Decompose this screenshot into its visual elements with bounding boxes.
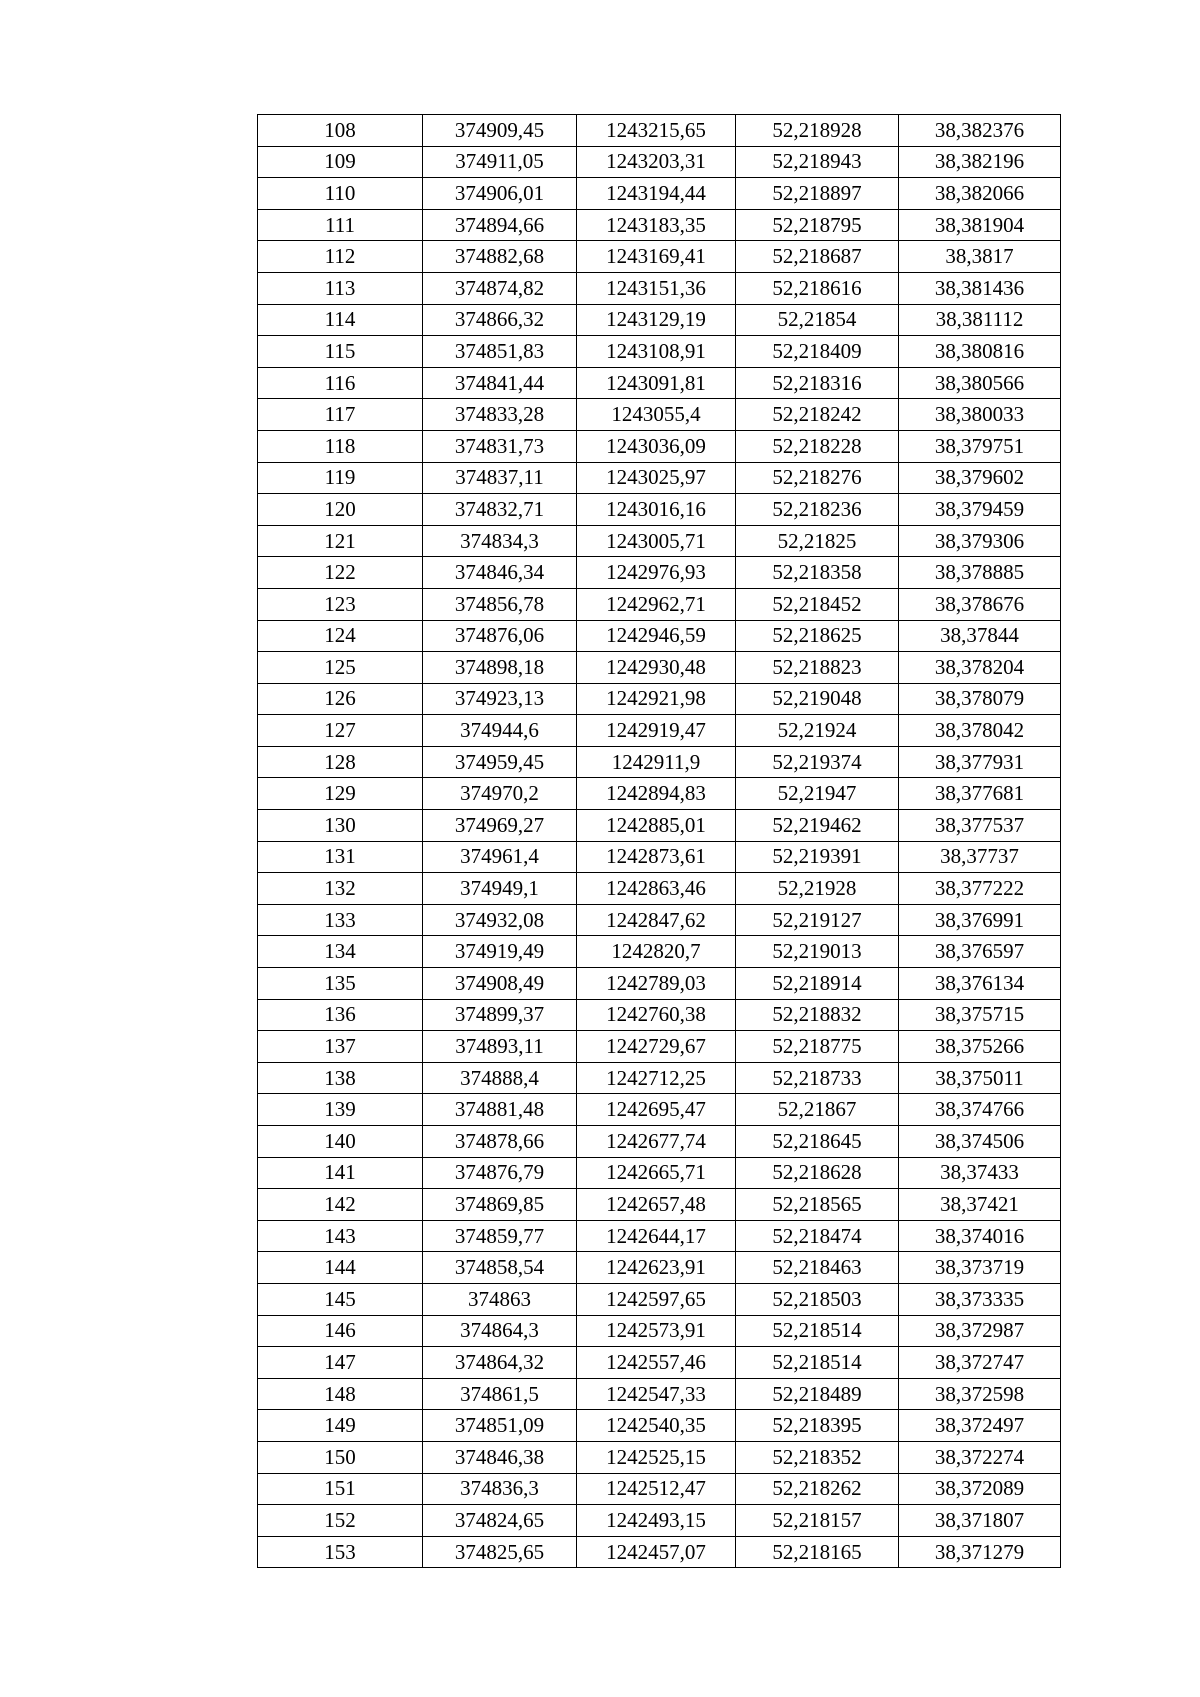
longitude-cell: 38,379602 [899, 462, 1061, 494]
x-coordinate-cell: 374878,66 [423, 1126, 577, 1158]
latitude-cell: 52,218897 [736, 178, 899, 210]
x-coordinate-cell: 374888,4 [423, 1062, 577, 1094]
point-number-cell: 137 [258, 1031, 423, 1063]
x-coordinate-cell: 374944,6 [423, 715, 577, 747]
x-coordinate-cell: 374906,01 [423, 178, 577, 210]
longitude-cell: 38,373335 [899, 1283, 1061, 1315]
longitude-cell: 38,380566 [899, 367, 1061, 399]
table-row [258, 1505, 1061, 1537]
y-coordinate-cell: 1242921,98 [577, 683, 736, 715]
y-coordinate-cell: 1242789,03 [577, 968, 736, 1000]
latitude-cell: 52,218628 [736, 1157, 899, 1189]
longitude-cell: 38,376134 [899, 968, 1061, 1000]
longitude-cell: 38,378204 [899, 652, 1061, 684]
latitude-cell: 52,218352 [736, 1441, 899, 1473]
x-coordinate-cell: 374881,48 [423, 1094, 577, 1126]
point-number-cell: 149 [258, 1410, 423, 1442]
point-number-cell: 123 [258, 588, 423, 620]
x-coordinate-cell: 374863 [423, 1283, 577, 1315]
point-number-cell: 119 [258, 462, 423, 494]
table-row [258, 683, 1061, 715]
latitude-cell: 52,218943 [736, 146, 899, 178]
longitude-cell: 38,377681 [899, 778, 1061, 810]
table-row [258, 620, 1061, 652]
table-row [258, 810, 1061, 842]
point-number-cell: 132 [258, 873, 423, 905]
table-row [258, 652, 1061, 684]
table-row [258, 936, 1061, 968]
x-coordinate-cell: 374874,82 [423, 272, 577, 304]
longitude-cell: 38,377222 [899, 873, 1061, 905]
coordinates-table [257, 114, 1061, 1568]
point-number-cell: 116 [258, 367, 423, 399]
latitude-cell: 52,218262 [736, 1473, 899, 1505]
y-coordinate-cell: 1242547,33 [577, 1378, 736, 1410]
latitude-cell: 52,218236 [736, 494, 899, 526]
table-row [258, 1062, 1061, 1094]
longitude-cell: 38,37737 [899, 841, 1061, 873]
longitude-cell: 38,381112 [899, 304, 1061, 336]
latitude-cell: 52,218316 [736, 367, 899, 399]
y-coordinate-cell: 1242540,35 [577, 1410, 736, 1442]
x-coordinate-cell: 374899,37 [423, 999, 577, 1031]
point-number-cell: 139 [258, 1094, 423, 1126]
y-coordinate-cell: 1242976,93 [577, 557, 736, 589]
y-coordinate-cell: 1242665,71 [577, 1157, 736, 1189]
latitude-cell: 52,218687 [736, 241, 899, 273]
latitude-cell: 52,21854 [736, 304, 899, 336]
table-row [258, 1441, 1061, 1473]
point-number-cell: 126 [258, 683, 423, 715]
point-number-cell: 114 [258, 304, 423, 336]
x-coordinate-cell: 374856,78 [423, 588, 577, 620]
longitude-cell: 38,377931 [899, 746, 1061, 778]
latitude-cell: 52,218832 [736, 999, 899, 1031]
latitude-cell: 52,218616 [736, 272, 899, 304]
table-row [258, 272, 1061, 304]
table-row [258, 1536, 1061, 1568]
table-row [258, 1410, 1061, 1442]
latitude-cell: 52,218276 [736, 462, 899, 494]
latitude-cell: 52,218452 [736, 588, 899, 620]
longitude-cell: 38,375011 [899, 1062, 1061, 1094]
longitude-cell: 38,376597 [899, 936, 1061, 968]
table-row [258, 115, 1061, 147]
longitude-cell: 38,381904 [899, 209, 1061, 241]
y-coordinate-cell: 1242894,83 [577, 778, 736, 810]
table-row [258, 304, 1061, 336]
y-coordinate-cell: 1243203,31 [577, 146, 736, 178]
x-coordinate-cell: 374911,05 [423, 146, 577, 178]
latitude-cell: 52,219048 [736, 683, 899, 715]
longitude-cell: 38,380816 [899, 336, 1061, 368]
point-number-cell: 120 [258, 494, 423, 526]
table-row [258, 1315, 1061, 1347]
x-coordinate-cell: 374834,3 [423, 525, 577, 557]
y-coordinate-cell: 1242712,25 [577, 1062, 736, 1094]
latitude-cell: 52,21825 [736, 525, 899, 557]
longitude-cell: 38,382066 [899, 178, 1061, 210]
y-coordinate-cell: 1242644,17 [577, 1220, 736, 1252]
y-coordinate-cell: 1242729,67 [577, 1031, 736, 1063]
latitude-cell: 52,21928 [736, 873, 899, 905]
table-row [258, 494, 1061, 526]
point-number-cell: 135 [258, 968, 423, 1000]
y-coordinate-cell: 1243016,16 [577, 494, 736, 526]
point-number-cell: 117 [258, 399, 423, 431]
table-row [258, 1347, 1061, 1379]
longitude-cell: 38,372747 [899, 1347, 1061, 1379]
point-number-cell: 151 [258, 1473, 423, 1505]
latitude-cell: 52,218503 [736, 1283, 899, 1315]
x-coordinate-cell: 374919,49 [423, 936, 577, 968]
x-coordinate-cell: 374959,45 [423, 746, 577, 778]
y-coordinate-cell: 1242512,47 [577, 1473, 736, 1505]
point-number-cell: 118 [258, 430, 423, 462]
y-coordinate-cell: 1243091,81 [577, 367, 736, 399]
longitude-cell: 38,376991 [899, 904, 1061, 936]
y-coordinate-cell: 1242946,59 [577, 620, 736, 652]
table-row [258, 557, 1061, 589]
longitude-cell: 38,377537 [899, 810, 1061, 842]
point-number-cell: 142 [258, 1189, 423, 1221]
table-row [258, 525, 1061, 557]
table-row [258, 1126, 1061, 1158]
x-coordinate-cell: 374846,38 [423, 1441, 577, 1473]
longitude-cell: 38,37433 [899, 1157, 1061, 1189]
latitude-cell: 52,219462 [736, 810, 899, 842]
longitude-cell: 38,382376 [899, 115, 1061, 147]
x-coordinate-cell: 374866,32 [423, 304, 577, 336]
x-coordinate-cell: 374851,09 [423, 1410, 577, 1442]
latitude-cell: 52,218733 [736, 1062, 899, 1094]
y-coordinate-cell: 1242919,47 [577, 715, 736, 747]
x-coordinate-cell: 374923,13 [423, 683, 577, 715]
y-coordinate-cell: 1243036,09 [577, 430, 736, 462]
y-coordinate-cell: 1243183,35 [577, 209, 736, 241]
y-coordinate-cell: 1242885,01 [577, 810, 736, 842]
coordinates-table-body [258, 115, 1061, 1568]
latitude-cell: 52,218514 [736, 1347, 899, 1379]
x-coordinate-cell: 374841,44 [423, 367, 577, 399]
latitude-cell: 52,218165 [736, 1536, 899, 1568]
y-coordinate-cell: 1242962,71 [577, 588, 736, 620]
y-coordinate-cell: 1243169,41 [577, 241, 736, 273]
y-coordinate-cell: 1242573,91 [577, 1315, 736, 1347]
y-coordinate-cell: 1242597,65 [577, 1283, 736, 1315]
x-coordinate-cell: 374961,4 [423, 841, 577, 873]
table-row [258, 715, 1061, 747]
point-number-cell: 140 [258, 1126, 423, 1158]
point-number-cell: 127 [258, 715, 423, 747]
point-number-cell: 150 [258, 1441, 423, 1473]
longitude-cell: 38,372598 [899, 1378, 1061, 1410]
point-number-cell: 146 [258, 1315, 423, 1347]
longitude-cell: 38,37844 [899, 620, 1061, 652]
latitude-cell: 52,218914 [736, 968, 899, 1000]
x-coordinate-cell: 374832,71 [423, 494, 577, 526]
y-coordinate-cell: 1242873,61 [577, 841, 736, 873]
y-coordinate-cell: 1242911,9 [577, 746, 736, 778]
latitude-cell: 52,219391 [736, 841, 899, 873]
x-coordinate-cell: 374836,3 [423, 1473, 577, 1505]
point-number-cell: 152 [258, 1505, 423, 1537]
latitude-cell: 52,21867 [736, 1094, 899, 1126]
table-row [258, 178, 1061, 210]
point-number-cell: 131 [258, 841, 423, 873]
table-row [258, 1031, 1061, 1063]
longitude-cell: 38,379459 [899, 494, 1061, 526]
latitude-cell: 52,218463 [736, 1252, 899, 1284]
table-row [258, 1252, 1061, 1284]
x-coordinate-cell: 374894,66 [423, 209, 577, 241]
longitude-cell: 38,373719 [899, 1252, 1061, 1284]
point-number-cell: 130 [258, 810, 423, 842]
point-number-cell: 113 [258, 272, 423, 304]
point-number-cell: 129 [258, 778, 423, 810]
x-coordinate-cell: 374837,11 [423, 462, 577, 494]
point-number-cell: 128 [258, 746, 423, 778]
longitude-cell: 38,372274 [899, 1441, 1061, 1473]
y-coordinate-cell: 1243108,91 [577, 336, 736, 368]
table-row [258, 367, 1061, 399]
y-coordinate-cell: 1242457,07 [577, 1536, 736, 1568]
y-coordinate-cell: 1243194,44 [577, 178, 736, 210]
point-number-cell: 112 [258, 241, 423, 273]
longitude-cell: 38,382196 [899, 146, 1061, 178]
y-coordinate-cell: 1242493,15 [577, 1505, 736, 1537]
table-row [258, 241, 1061, 273]
latitude-cell: 52,218514 [736, 1315, 899, 1347]
x-coordinate-cell: 374869,85 [423, 1189, 577, 1221]
latitude-cell: 52,218358 [736, 557, 899, 589]
table-row [258, 1283, 1061, 1315]
table-row [258, 462, 1061, 494]
x-coordinate-cell: 374833,28 [423, 399, 577, 431]
point-number-cell: 143 [258, 1220, 423, 1252]
latitude-cell: 52,218928 [736, 115, 899, 147]
longitude-cell: 38,371807 [899, 1505, 1061, 1537]
x-coordinate-cell: 374825,65 [423, 1536, 577, 1568]
longitude-cell: 38,372089 [899, 1473, 1061, 1505]
table-row [258, 146, 1061, 178]
table-row [258, 904, 1061, 936]
x-coordinate-cell: 374893,11 [423, 1031, 577, 1063]
point-number-cell: 136 [258, 999, 423, 1031]
point-number-cell: 148 [258, 1378, 423, 1410]
table-row [258, 1157, 1061, 1189]
longitude-cell: 38,378885 [899, 557, 1061, 589]
point-number-cell: 145 [258, 1283, 423, 1315]
point-number-cell: 153 [258, 1536, 423, 1568]
y-coordinate-cell: 1243151,36 [577, 272, 736, 304]
table-row [258, 336, 1061, 368]
table-row [258, 1094, 1061, 1126]
longitude-cell: 38,378042 [899, 715, 1061, 747]
x-coordinate-cell: 374846,34 [423, 557, 577, 589]
table-row [258, 588, 1061, 620]
table-row [258, 968, 1061, 1000]
x-coordinate-cell: 374831,73 [423, 430, 577, 462]
y-coordinate-cell: 1242847,62 [577, 904, 736, 936]
x-coordinate-cell: 374882,68 [423, 241, 577, 273]
x-coordinate-cell: 374932,08 [423, 904, 577, 936]
y-coordinate-cell: 1243025,97 [577, 462, 736, 494]
y-coordinate-cell: 1242623,91 [577, 1252, 736, 1284]
latitude-cell: 52,21947 [736, 778, 899, 810]
longitude-cell: 38,378676 [899, 588, 1061, 620]
longitude-cell: 38,37421 [899, 1189, 1061, 1221]
latitude-cell: 52,218395 [736, 1410, 899, 1442]
longitude-cell: 38,375715 [899, 999, 1061, 1031]
latitude-cell: 52,218157 [736, 1505, 899, 1537]
x-coordinate-cell: 374859,77 [423, 1220, 577, 1252]
y-coordinate-cell: 1242525,15 [577, 1441, 736, 1473]
latitude-cell: 52,21924 [736, 715, 899, 747]
point-number-cell: 110 [258, 178, 423, 210]
y-coordinate-cell: 1243005,71 [577, 525, 736, 557]
point-number-cell: 133 [258, 904, 423, 936]
point-number-cell: 134 [258, 936, 423, 968]
x-coordinate-cell: 374861,5 [423, 1378, 577, 1410]
latitude-cell: 52,218242 [736, 399, 899, 431]
table-row [258, 873, 1061, 905]
x-coordinate-cell: 374824,65 [423, 1505, 577, 1537]
table-row [258, 430, 1061, 462]
latitude-cell: 52,219013 [736, 936, 899, 968]
y-coordinate-cell: 1242820,7 [577, 936, 736, 968]
latitude-cell: 52,218409 [736, 336, 899, 368]
longitude-cell: 38,381436 [899, 272, 1061, 304]
longitude-cell: 38,3817 [899, 241, 1061, 273]
table-row [258, 1220, 1061, 1252]
y-coordinate-cell: 1242930,48 [577, 652, 736, 684]
y-coordinate-cell: 1242657,48 [577, 1189, 736, 1221]
table-row [258, 1473, 1061, 1505]
point-number-cell: 122 [258, 557, 423, 589]
longitude-cell: 38,372497 [899, 1410, 1061, 1442]
latitude-cell: 52,219127 [736, 904, 899, 936]
point-number-cell: 109 [258, 146, 423, 178]
point-number-cell: 115 [258, 336, 423, 368]
y-coordinate-cell: 1242760,38 [577, 999, 736, 1031]
longitude-cell: 38,374766 [899, 1094, 1061, 1126]
table-row [258, 1378, 1061, 1410]
longitude-cell: 38,379751 [899, 430, 1061, 462]
longitude-cell: 38,371279 [899, 1536, 1061, 1568]
latitude-cell: 52,218625 [736, 620, 899, 652]
latitude-cell: 52,218775 [736, 1031, 899, 1063]
y-coordinate-cell: 1242677,74 [577, 1126, 736, 1158]
point-number-cell: 141 [258, 1157, 423, 1189]
latitude-cell: 52,218489 [736, 1378, 899, 1410]
longitude-cell: 38,372987 [899, 1315, 1061, 1347]
x-coordinate-cell: 374970,2 [423, 778, 577, 810]
y-coordinate-cell: 1243215,65 [577, 115, 736, 147]
longitude-cell: 38,374016 [899, 1220, 1061, 1252]
latitude-cell: 52,219374 [736, 746, 899, 778]
latitude-cell: 52,218795 [736, 209, 899, 241]
point-number-cell: 138 [258, 1062, 423, 1094]
point-number-cell: 125 [258, 652, 423, 684]
x-coordinate-cell: 374949,1 [423, 873, 577, 905]
x-coordinate-cell: 374851,83 [423, 336, 577, 368]
point-number-cell: 144 [258, 1252, 423, 1284]
y-coordinate-cell: 1242863,46 [577, 873, 736, 905]
point-number-cell: 124 [258, 620, 423, 652]
latitude-cell: 52,218474 [736, 1220, 899, 1252]
latitude-cell: 52,218565 [736, 1189, 899, 1221]
x-coordinate-cell: 374876,06 [423, 620, 577, 652]
x-coordinate-cell: 374864,32 [423, 1347, 577, 1379]
x-coordinate-cell: 374969,27 [423, 810, 577, 842]
longitude-cell: 38,374506 [899, 1126, 1061, 1158]
latitude-cell: 52,218228 [736, 430, 899, 462]
y-coordinate-cell: 1242557,46 [577, 1347, 736, 1379]
table-row [258, 209, 1061, 241]
longitude-cell: 38,380033 [899, 399, 1061, 431]
point-number-cell: 111 [258, 209, 423, 241]
table-row [258, 778, 1061, 810]
latitude-cell: 52,218823 [736, 652, 899, 684]
x-coordinate-cell: 374898,18 [423, 652, 577, 684]
latitude-cell: 52,218645 [736, 1126, 899, 1158]
x-coordinate-cell: 374909,45 [423, 115, 577, 147]
longitude-cell: 38,378079 [899, 683, 1061, 715]
y-coordinate-cell: 1243055,4 [577, 399, 736, 431]
x-coordinate-cell: 374858,54 [423, 1252, 577, 1284]
table-row [258, 841, 1061, 873]
x-coordinate-cell: 374864,3 [423, 1315, 577, 1347]
y-coordinate-cell: 1242695,47 [577, 1094, 736, 1126]
point-number-cell: 121 [258, 525, 423, 557]
table-row [258, 399, 1061, 431]
longitude-cell: 38,375266 [899, 1031, 1061, 1063]
longitude-cell: 38,379306 [899, 525, 1061, 557]
point-number-cell: 108 [258, 115, 423, 147]
x-coordinate-cell: 374908,49 [423, 968, 577, 1000]
x-coordinate-cell: 374876,79 [423, 1157, 577, 1189]
table-row [258, 746, 1061, 778]
y-coordinate-cell: 1243129,19 [577, 304, 736, 336]
table-row [258, 1189, 1061, 1221]
point-number-cell: 147 [258, 1347, 423, 1379]
table-row [258, 999, 1061, 1031]
